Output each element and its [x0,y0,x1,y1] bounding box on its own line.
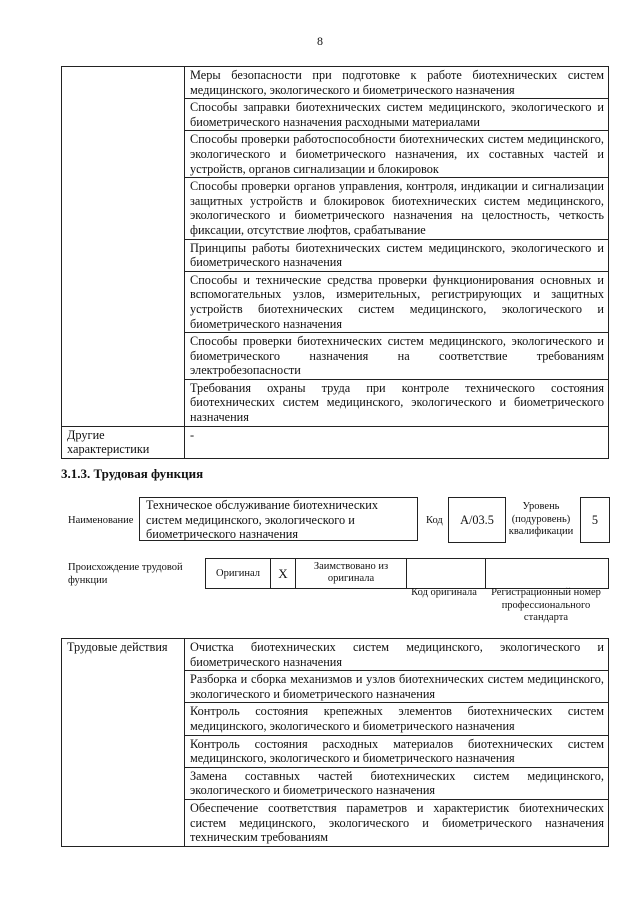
actions-label: Трудовые действия [62,639,185,847]
table-cell: Разборка и сборка механизмов и узлов биотехнических систем медицинского, экологического и биометрического назначения [185,671,609,703]
code-value: A/03.5 [448,497,506,543]
table-cell: Очистка биотехнических систем медицинского, экологического и биометрического назначения [185,639,609,671]
table-cell: Способы проверки биотехнических систем медицинского, экологического и биометрического назначения на соответствие требованиям электробезопасности [185,333,609,380]
origin-mark: X [271,559,296,589]
origin-code-caption: Код оригинала [411,587,477,598]
origin-code-cell [407,559,486,589]
origin-table [205,558,609,589]
table-cell: Способы и технические средства проверки функционирования основных и вспомогательных узлов, измерительных, регистрирующих и защитных устройств биотехнических систем медицинского, экологического и биометрического назначения [185,271,609,332]
level-label: Уровень (подуровень) квалификации [508,501,574,537]
table-cell: Меры безопасности при подготовке к работе биотехнических систем медицинского, экологического и биометрического назначения [185,67,609,99]
table-row [62,639,609,671]
table-cell: Контроль состояния расходных материалов биотехнических систем медицинского, экологического и биометрического назначения [185,735,609,767]
table-cell: Способы проверки работоспособности биотехнических систем медицинского, экологического и биометрического назначения, их составных частей и устройств, органов сигнализации и блокировок [185,131,609,178]
table-cell: Замена составных частей биотехнических систем медицинского, экологического и биометрического назначения [185,767,609,799]
name-label: Наименование [68,515,134,526]
actions-table [61,638,609,847]
origin-reg-caption: Регистрационный номер профессионального стандарта [491,587,601,623]
origin-borrowed: Заимствовано из оригинала [296,559,407,589]
origin-label: Происхождение трудовой функции [68,562,183,586]
table-row [62,67,609,99]
row-label-cell [62,67,185,427]
table-cell: Требования охраны труда при контроле технического состояния биотехнических систем медицинского, экологического и биометрического назначения [185,379,609,426]
other-characteristics-label: Другие характеристики [62,426,185,458]
table-cell: Способы проверки органов управления, контроля, индикации и сигнализации защитных устройств и блокировок биотехнических систем медицинского, экологического и биометрического назначения на целостность, четкость фиксации, отсутствие люфтов, срабатывание [185,178,609,239]
table-row [206,559,609,589]
section-title: 3.1.3. Трудовая функция [61,466,204,481]
level-value: 5 [580,497,610,543]
origin-original: Оригинал [206,559,271,589]
table-cell: Принципы работы биотехнических систем медицинского, экологического и биометрического назначения [185,239,609,271]
table-cell: Способы заправки биотехнических систем медицинского, экологического и биометрического назначения расходными материалами [185,99,609,131]
table-cell: Обеспечение соответствия параметров и характеристик биотехнических систем медицинского, экологического и биометрического назначения техническим требованиям [185,799,609,846]
name-value: Техническое обслуживание биотехнических систем медицинского, экологического и биометрического назначения [139,497,418,541]
knowledge-table [61,66,609,459]
code-label: Код [426,515,443,526]
origin-reg-cell [486,559,609,589]
table-cell: Контроль состояния крепежных элементов биотехнических систем медицинского, экологического и биометрического назначения [185,703,609,735]
page-number: 8 [317,34,323,48]
other-characteristics-value: - [185,426,609,458]
table-row [62,426,609,458]
